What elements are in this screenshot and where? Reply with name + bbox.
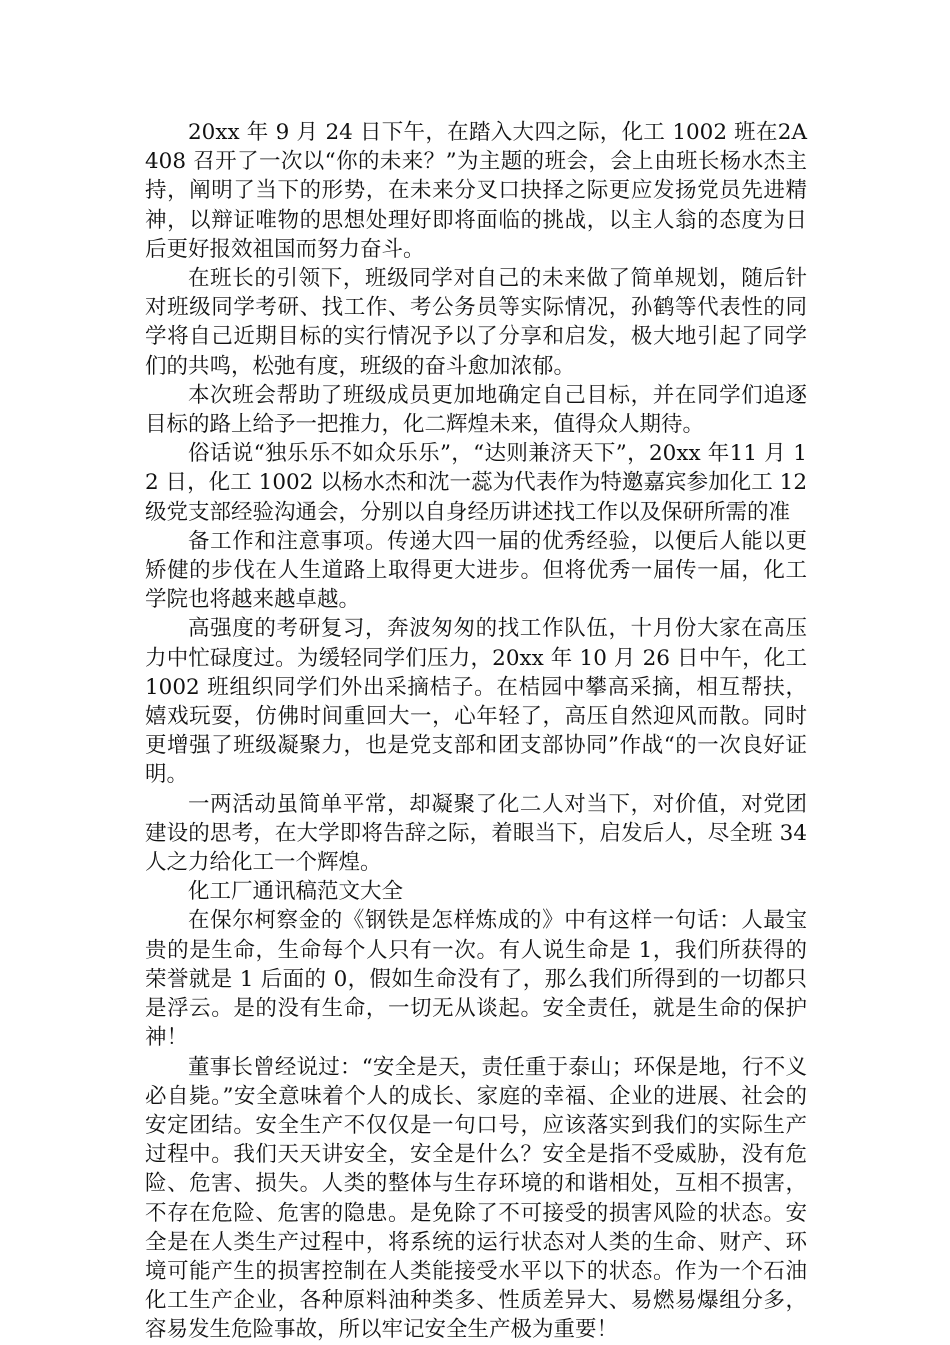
paragraph-planning: 在班长的引领下，班级同学对自己的未来做了简单规划，随后针对班级同学考研、找工作、考公务员等实际情况，孙鹤等代表性的同学将自己近期目标的实行情况予以了分享和启发，极大地引起了同学们的共鸣，松弛有度，班级的奋斗愈加浓郁。	[145, 266, 807, 379]
paragraph-class-meeting: 20xx 年 9 月 24 日下午，在踏入大四之际，化工 1002 班在2A408 召开了一次以“你的未来？”为主题的班会，会上由班长杨水杰主持，阐明了当下的形势，在未来分叉口抉择之际更应发扬党员先进精神，以辩证唯物的思想处理好即将面临的挑战，以主人翁的态度为日后更好报效祖国而努力奋斗。	[145, 120, 807, 262]
paragraph-activity-summary: 一两活动虽简单平常，却凝聚了化二人对当下，对价值，对党团建设的思考，在大学即将告辞之际，着眼当下，启发后人，尽全班 34 人之力给化工一个辉煌。	[145, 791, 807, 876]
paragraph-life-quote: 在保尔柯察金的《钢铁是怎样炼成的》中有这样一句话：人最宝贵的是生命，生命每个人只有一次。有人说生命是 1，我们所获得的荣誉就是 1 后面的 0，假如生命没有了，那么我们所得到的一切都只是浮云。是的没有生命，一切无从谈起。安全责任，就是生命的保护神！	[145, 908, 807, 1051]
paragraph-safety: 董事长曾经说过：“安全是天，责任重于泰山；环保是地，行不义必自毙。”安全意味着个人的成长、家庭的幸福、企业的进展、社会的安定团结。安全生产不仅仅是一句口号，应该落实到我们的实际生产过程中。我们天天讲安全，安全是什么？安全是指不受威胁，没有危险、危害、损失。人类的整体与生存环境的和谐相处，互相不损害，不存在危险、危害的隐患。是免除了不可接受的损害风险的状态。安全是在人类生产过程中，将系统的运行状态对人类的生命、财产、环境可能产生的损害控制在人类能接受水平以下的状态。作为一个石油化工生产企业，各种原料油种类多、性质差异大、易燃易爆组分多，容易发生危险事故，所以牢记安全生产极为重要！	[145, 1054, 807, 1343]
paragraph-exchange-meeting: 俗话说“独乐乐不如众乐乐”，“达则兼济天下”，20xx 年11 月 12 日，化工 1002 以杨水杰和沈一蕊为代表作为特邀嘉宾参加化工 12 级党支部经验沟通会，分别以自身经历讲述找工作以及保研所需的准	[145, 441, 807, 525]
paragraph-meeting-summary: 本次班会帮助了班级成员更加地确定自己目标，并在同学们追逐目标的路上给予一把推力，化二辉煌未来，值得众人期待。	[145, 382, 807, 438]
section-heading: 化工厂通讯稿范文大全	[188, 879, 404, 905]
paragraph-preparation: 备工作和注意事项。传递大四一届的优秀经验，以便后人能以更矫健的步伐在人生道路上取得更大进步。但将优秀一届传一届，化工学院也将越来越卓越。	[145, 528, 807, 613]
paragraph-orange-picking: 高强度的考研复习，奔波匆匆的找工作队伍，十月份大家在高压力中忙碌度过。为缓轻同学们压力，20xx 年 10 月 26 日中午，化工 1002 班组织同学们外出采摘桔子。在桔园中攀高采摘，相互帮扶，嬉戏玩耍，仿佛时间重回大一，心年轻了，高压自然迎风而散。同时更增强了班级凝聚力，也是党支部和团支部协同”作战“的一次良好证明。	[145, 616, 807, 788]
document-body	[145, 118, 807, 1345]
